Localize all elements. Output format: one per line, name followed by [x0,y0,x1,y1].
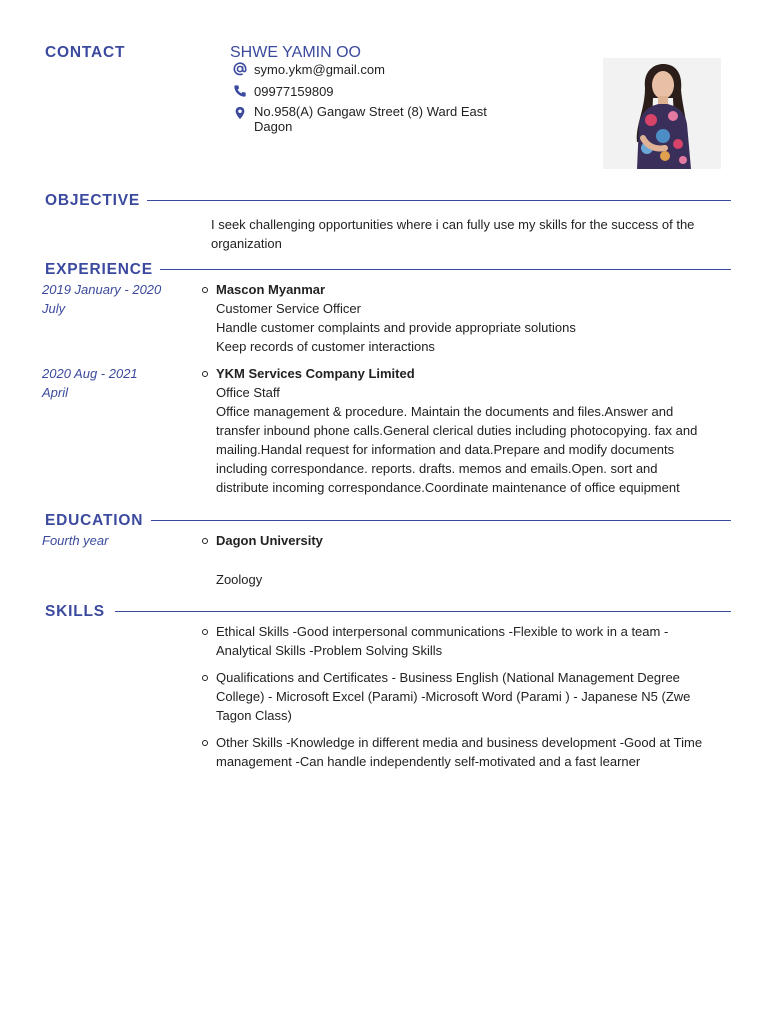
skill-1-line-1: Ethical Skills -Good interpersonal communications -Flexible to work in a team - [216,624,669,639]
skills-heading: SKILLS [45,603,105,620]
objective-divider [147,200,731,201]
job-2-line-3: mailing.Handal request for information and data.Prepare and modify documents [216,442,675,457]
job-1-date-line-2: July [42,301,66,316]
contact-heading: CONTACT [45,44,126,61]
bullet-icon [202,287,208,293]
skill-1-line-2: Analytical Skills -Problem Solving Skills [216,643,443,658]
address-line-1: No.958(A) Gangaw Street (8) Ward East [254,104,487,119]
at-icon [233,62,247,76]
job-2-line-2: transfer inbound phone calls.General clerical duties including photocopying. fax and [216,423,698,438]
job-1-line-1: Handle customer complaints and provide appropriate solutions [216,320,576,335]
job-2-date-line-2: April [42,385,69,400]
job-1-date-line-1: 2019 January - 2020 [42,282,162,297]
bullet-icon [202,371,208,377]
job-1-line-2: Keep records of customer interactions [216,339,435,354]
skill-2-line-2: College) - Microsoft Excel (Parami) -Microsoft Word (Parami ) - Japanese N5 (Zwe [216,689,691,704]
skill-3-line-2: management -Can handle independently self-motivated and a fast learner [216,754,641,769]
location-pin-icon [233,106,247,120]
address-line-2: Dagon [254,119,293,134]
skill-2-line-1: Qualifications and Certificates - Business English (National Management Degree [216,670,680,685]
phone-icon [233,84,247,98]
job-2-date-line-1: 2020 Aug - 2021 [42,366,138,381]
bullet-icon [202,740,208,746]
experience-heading: EXPERIENCE [45,261,153,278]
job-2-line-4: including correspondance. reports. drafts. memos and emails.Open. sort and [216,461,658,476]
skill-3-line-1: Other Skills -Knowledge in different media and business development -Good at Time [216,735,703,750]
education-school: Dagon University [216,533,323,548]
education-field: Zoology [216,572,263,587]
skill-2-line-3: Tagon Class) [216,708,292,723]
skills-divider [115,611,731,612]
job-2-company: YKM Services Company Limited [216,366,415,381]
bullet-icon [202,629,208,635]
profile-photo [603,58,721,169]
objective-line-2: organization [211,236,282,251]
candidate-name: SHWE YAMIN OO [230,44,361,61]
phone-text: 09977159809 [254,84,334,99]
education-divider [151,520,731,521]
experience-divider [160,269,731,270]
job-2-line-5: distribute incoming correspondance.Coordinate maintenance of office equipment [216,480,680,495]
education-date: Fourth year [42,533,109,548]
bullet-icon [202,675,208,681]
job-2-line-1: Office management & procedure. Maintain the documents and files.Answer and [216,404,674,419]
bullet-icon [202,538,208,544]
objective-heading: OBJECTIVE [45,192,141,209]
job-2-role: Office Staff [216,385,280,400]
objective-line-1: I seek challenging opportunities where i can fully use my skills for the success of the [211,217,695,232]
education-heading: EDUCATION [45,512,144,529]
email-text: symo.ykm@gmail.com [254,62,385,77]
job-1-role: Customer Service Officer [216,301,361,316]
job-1-company: Mascon Myanmar [216,282,326,297]
